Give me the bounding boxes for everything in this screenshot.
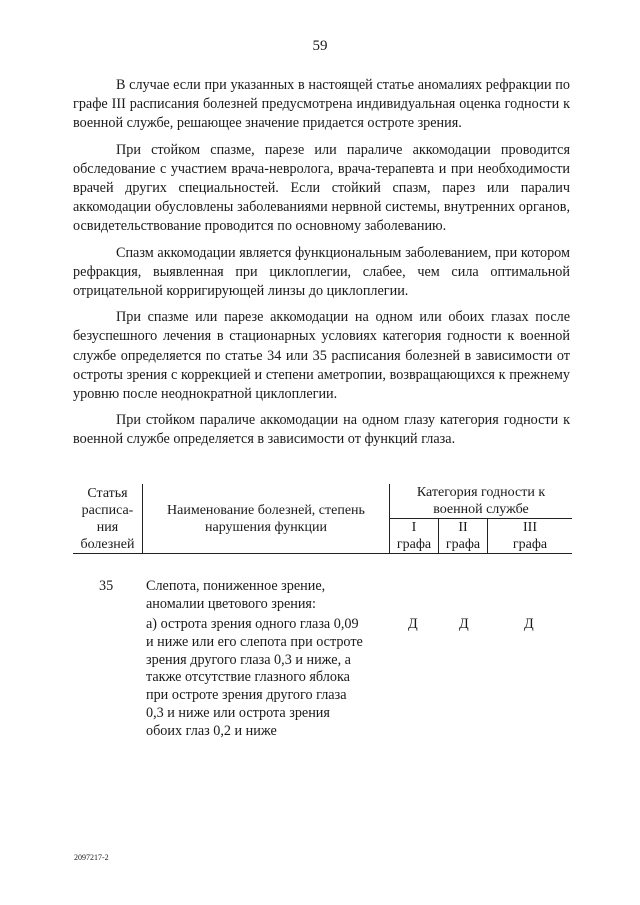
header-category-line: Категория годности к [416, 485, 546, 500]
paragraph: При спазме или парезе аккомодации на одном или обоих глазах после безуспешного лечения в стационарных условиях категория годности к военной службе определяется по статье 34 или 35 расписания болезней в зависимости от остроты зрения с коррекцией и степени аметропии, возвращающихся к прежнему уровню после неоднократной циклоплегии. [73, 309, 570, 403]
entry-item-a [146, 616, 386, 741]
entry-title-line: аномалии цветового зрения: [146, 595, 316, 612]
grade-column-3: Д [524, 616, 534, 632]
entry-title-line: Слепота, пониженное зрение, [146, 578, 326, 594]
header-article-line: ния [96, 519, 119, 535]
entry-title [146, 578, 386, 614]
column-num: III [523, 520, 537, 535]
header-article [73, 484, 143, 554]
header-disease-name [143, 484, 390, 554]
header-name-line: нарушения функции [205, 519, 327, 535]
column-num: II [458, 520, 468, 535]
entry-item-line: обоих глаз 0,2 и ниже [146, 722, 277, 739]
entry-item-line: также отсутствие глазного яблока [146, 669, 350, 686]
header-name-line: Наименование болезней, степень [167, 502, 365, 518]
grade-column-1: Д [408, 616, 418, 632]
paragraph: При стойком спазме, парезе или параличе аккомодации проводится обследование с участием врача-невролога, врача-терапевта и при необходимости врачей других специальностей. Если стойкий спазм, парез или паралич аккомодации обусловлены заболеваниями нервной системы, внутренних органов, освидетельствование проводится по основному заболеванию. [73, 141, 570, 235]
header-article-line: болезней [80, 536, 135, 552]
entry-item-line: и ниже или его слепота при остроте [146, 633, 363, 650]
paragraph: В случае если при указанных в настоящей статье аномалиях рефракции по графе III расписания болезней предусмотрена индивидуальная оценка годности к военной службе, решающее значение придается остроте зрения. [73, 77, 570, 132]
entry-item-line: а) острота зрения одного глаза 0,09 [146, 616, 359, 632]
schedule-table-header [73, 484, 572, 554]
column-label: графа [512, 537, 548, 552]
header-category [390, 484, 573, 519]
header-column-3 [488, 519, 573, 554]
paragraph: Спазм аккомодации является функциональным заболеванием, при котором рефракция, выявленная при циклоплегии, слабее, чем сила оптимальной отрицательной корригирующей линзы до циклоплегии. [73, 244, 570, 300]
entry-item-line: при остроте зрения другого глаза [146, 687, 347, 704]
header-article-line: Статья [87, 485, 128, 501]
header-category-line: военной службе [433, 502, 529, 517]
header-article-line: расписа- [81, 502, 134, 518]
paragraph: При стойком параличе аккомодации на одном глазу категория годности к военной службе определяется в зависимости от функций глаза. [73, 412, 570, 448]
document-code: 2097217-2 [74, 853, 109, 862]
grade-column-2: Д [459, 616, 469, 632]
column-label: графа [396, 537, 432, 552]
column-num: I [411, 520, 417, 535]
page-number: 59 [312, 38, 328, 54]
body-text [73, 76, 570, 457]
entry-item-line: зрения другого глаза 0,3 и ниже, а [146, 651, 351, 668]
header-column-2 [439, 519, 488, 554]
column-label: графа [445, 537, 481, 552]
entry-item-line: 0,3 и ниже или острота зрения [146, 704, 330, 721]
article-number: 35 [99, 578, 114, 594]
header-column-1 [390, 519, 439, 554]
